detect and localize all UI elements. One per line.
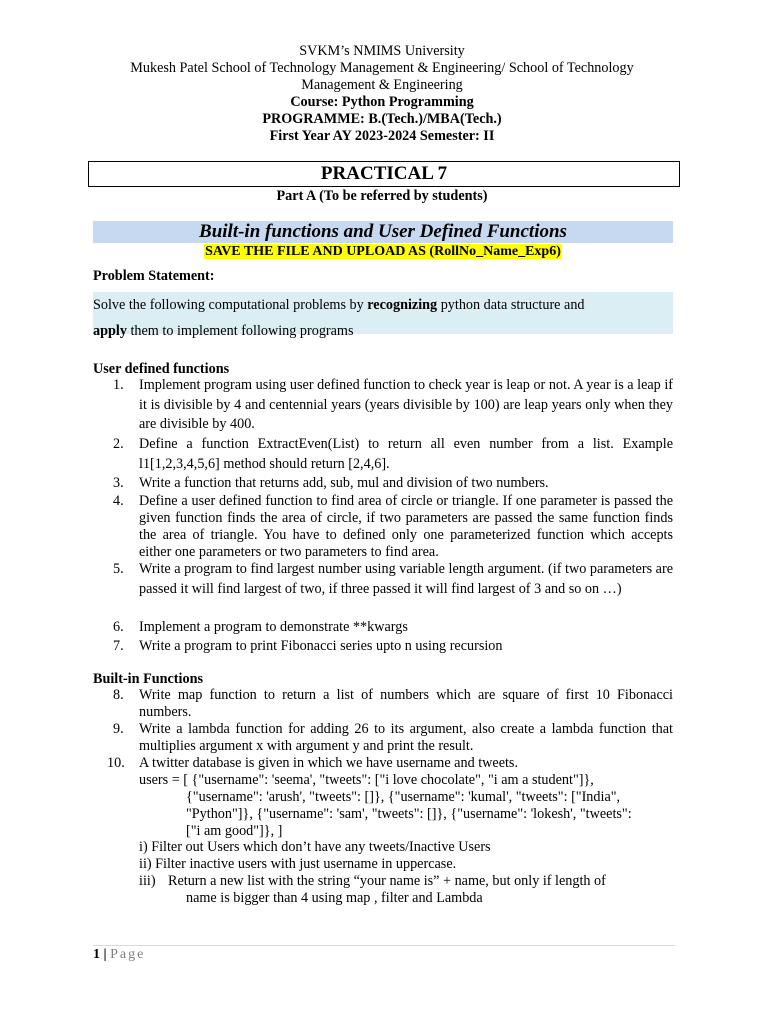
- subtask-iii-text: Return a new list with the string “your name is” + name, but only if length of: [168, 873, 606, 889]
- practical-title: PRACTICAL 7: [88, 161, 680, 187]
- item-text: A twitter database is given in which we have username and tweets.: [139, 755, 519, 771]
- academic-year: First Year AY 2023-2024 Semester: II: [269, 128, 495, 144]
- programme-name: PROGRAMME: B.(Tech.)/MBA(Tech.): [262, 111, 502, 127]
- item-text: Write a program to print Fibonacci series upto n using recursion: [139, 638, 503, 654]
- item-number: 8.: [113, 687, 124, 703]
- statement-text: python data structure and: [437, 297, 585, 313]
- statement-text: them to implement following programs: [126, 323, 354, 339]
- problem-statement-box: [93, 292, 673, 339]
- item-text: Write map function to return a list of numbers which are square of first 10 Fibonacci numbers.: [139, 687, 673, 720]
- item-number: 5.: [113, 561, 124, 577]
- users-code-line: "Python"]}, {"username": 'sam', "tweets": []}, {"username": 'lokesh', "tweets":: [186, 806, 632, 822]
- users-code-line: users = [ {"username": 'seema', "tweets": ["i love chocolate", "i am a student"]},: [139, 772, 594, 788]
- document-header: [93, 43, 671, 145]
- page-footer: [93, 947, 145, 963]
- footer-divider: [93, 945, 675, 946]
- users-code-line: {"username": 'arush', "tweets": []}, {"username": 'kumal', "tweets": ["India",: [186, 789, 621, 805]
- school-name: Mukesh Patel School of Technology Management & Engineering/ School of Technology Management & Engineering: [130, 60, 634, 93]
- item-number: 1.: [113, 377, 124, 393]
- subtask-i: i) Filter out Users which don’t have any tweets/Inactive Users: [139, 839, 491, 855]
- topic-title: Built-in functions and User Defined Functions: [93, 221, 673, 243]
- item-text: Define a user defined function to find area of circle or triangle. If one parameter is passed the given function finds the area of circle, if two parameters are passed the same function finds the area of triangle. You have to defined only one parameterized function which accepts either one parameters or two parameters to find area.: [139, 493, 673, 560]
- statement-emphasis: apply: [93, 323, 127, 339]
- statement-line-1: [93, 292, 673, 318]
- problem-statement-label: Problem Statement:: [93, 268, 215, 284]
- item-number: 3.: [113, 475, 124, 491]
- item-text: Write a function that returns add, sub, mul and division of two numbers.: [139, 475, 549, 491]
- users-code-line: ["i am good"]}, ]: [186, 823, 283, 839]
- subtask-ii: ii) Filter inactive users with just username in uppercase.: [139, 856, 457, 872]
- item-text: Define a function ExtractEven(List) to return all even number from a list. Example l1[1,2,3,4,5,6] method should return [2,4,6].: [139, 436, 673, 472]
- university-name: SVKM’s NMIMS University: [299, 43, 465, 59]
- item-text: Implement a program to demonstrate **kwargs: [139, 619, 408, 635]
- save-instruction: [93, 243, 673, 260]
- item-text: Write a program to find largest number using variable length argument. (if two parameters are passed it will find largest of two, if three passed it will find largest of 3 and so on …): [139, 561, 673, 597]
- item-text: Write a lambda function for adding 26 to its argument, also create a lambda function that multiplies argument x with argument y and print the result.: [139, 721, 673, 754]
- subtask-iii-text-cont: name is bigger than 4 using map , filter and Lambda: [186, 890, 483, 906]
- item-number: 6.: [113, 619, 124, 635]
- item-number: 7.: [113, 638, 124, 654]
- page-number: 1: [93, 947, 100, 962]
- item-number: 10.: [107, 755, 125, 771]
- item-number: 9.: [113, 721, 124, 737]
- section-heading-builtin: Built-in Functions: [93, 671, 203, 687]
- subtask-iii-number: iii): [139, 873, 156, 889]
- save-instruction-text: SAVE THE FILE AND UPLOAD AS (RollNo_Name_Exp6): [205, 244, 561, 259]
- statement-text: Solve the following computational problems by: [93, 297, 368, 313]
- item-number: 4.: [113, 493, 124, 509]
- part-label: Part A (To be referred by students): [276, 188, 488, 204]
- statement-emphasis: recognizing: [367, 297, 438, 313]
- section-heading-user-defined: User defined functions: [93, 361, 230, 377]
- item-text: Implement program using user defined function to check year is leap or not. A year is a leap if it is divisible by 4 and centennial years (years divisible by 100) are leap years only when they are divisible by 400.: [139, 377, 673, 432]
- statement-line-2: [93, 318, 673, 344]
- page-word: Page: [110, 947, 146, 962]
- course-name: Course: Python Programming: [290, 94, 474, 110]
- item-number: 2.: [113, 436, 124, 452]
- footer-separator: |: [100, 947, 111, 962]
